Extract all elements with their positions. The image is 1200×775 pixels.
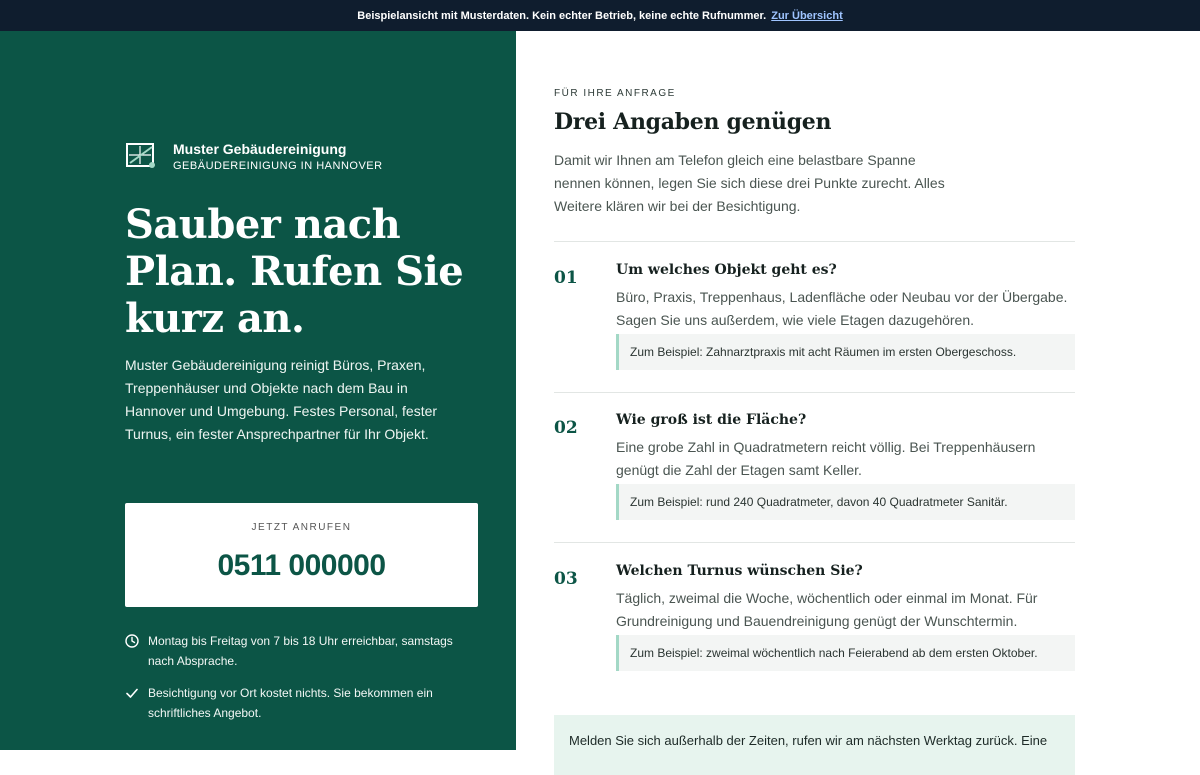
step-example: Zum Beispiel: Zahnarztpraxis mit acht Räumen im ersten Obergeschoss. bbox=[616, 334, 1075, 370]
opening-hours-text: Montag bis Freitag von 7 bis 18 Uhr erreichbar, samstags nach Absprache. bbox=[148, 634, 453, 668]
free-inspection bbox=[125, 683, 470, 723]
step-title: Um welches Objekt geht es? bbox=[616, 262, 837, 278]
hero-intro: Muster Gebäudereinigung reinigt Büros, Praxen, Treppenhäuser und Objekte nach dem Bau in Hannover und Umgebung. Festes Personal, fester Turnus, ein fester Ansprechpartner für Ihr Objekt. bbox=[125, 357, 438, 442]
section-lead: Damit wir Ihnen am Telefon gleich eine belastbare Spanne nennen können, legen Sie sich diese drei Punkte zurecht. Alles Weitere klären wir bei der Besichtigung. bbox=[554, 152, 945, 214]
step-number: 01 bbox=[554, 268, 578, 288]
demo-banner-text: Beispielansicht mit Musterdaten. Kein echter Betrieb, keine echte Rufnummer. bbox=[357, 9, 767, 22]
step-body: Täglich, zweimal die Woche, wöchentlich oder einmal im Monat. Für Grundreinigung und Bauendreinigung genügt der Wunschtermin. bbox=[616, 590, 1038, 629]
hero-panel bbox=[0, 31, 516, 750]
step-number: 03 bbox=[554, 569, 578, 589]
divider bbox=[554, 241, 1075, 242]
hero-headline: Sauber nach Plan. Rufen Sie kurz an. bbox=[125, 201, 464, 342]
brand-tagline: GEBÄUDEREINIGUNG IN HANNOVER bbox=[173, 160, 383, 172]
divider bbox=[554, 392, 1075, 393]
free-inspection-text: Besichtigung vor Ort kostet nichts. Sie bekommen ein schriftliches Angebot. bbox=[148, 686, 433, 720]
brand-name: Muster Gebäudereinigung bbox=[173, 141, 347, 157]
check-icon bbox=[125, 686, 139, 700]
call-now-button[interactable] bbox=[125, 503, 478, 607]
step-body: Eine grobe Zahl in Quadratmetern reicht völlig. Bei Treppenhäusern genügt die Zahl der Etagen samt Keller. bbox=[616, 439, 1036, 478]
clock-icon bbox=[125, 634, 139, 648]
overview-link[interactable]: Zur Übersicht bbox=[771, 9, 843, 22]
request-panel bbox=[516, 31, 1200, 750]
step-example: Zum Beispiel: rund 240 Quadratmeter, davon 40 Quadratmeter Sanitär. bbox=[616, 484, 1075, 520]
step-title: Welchen Turnus wünschen Sie? bbox=[616, 563, 863, 579]
section-eyebrow: FÜR IHRE ANFRAGE bbox=[554, 88, 676, 99]
opening-hours bbox=[125, 631, 470, 671]
step-example: Zum Beispiel: zweimal wöchentlich nach Feierabend ab dem ersten Oktober. bbox=[616, 635, 1075, 671]
divider bbox=[554, 542, 1075, 543]
section-title: Drei Angaben genügen bbox=[554, 109, 832, 135]
call-label: JETZT ANRUFEN bbox=[251, 522, 352, 533]
brand[interactable] bbox=[125, 141, 383, 173]
step-body: Büro, Praxis, Treppenhaus, Ladenfläche oder Neubau vor der Übergabe. Sagen Sie uns außerdem, wie viele Etagen dazugehören. bbox=[616, 289, 1068, 328]
building-grid-icon bbox=[125, 142, 159, 170]
demo-banner bbox=[0, 0, 1200, 31]
callback-note: Melden Sie sich außerhalb der Zeiten, rufen wir am nächsten Werktag zurück. Eine bbox=[554, 715, 1075, 775]
step-title: Wie groß ist die Fläche? bbox=[616, 412, 807, 428]
step-number: 02 bbox=[554, 418, 578, 438]
phone-number: 0511 000000 bbox=[217, 549, 386, 582]
